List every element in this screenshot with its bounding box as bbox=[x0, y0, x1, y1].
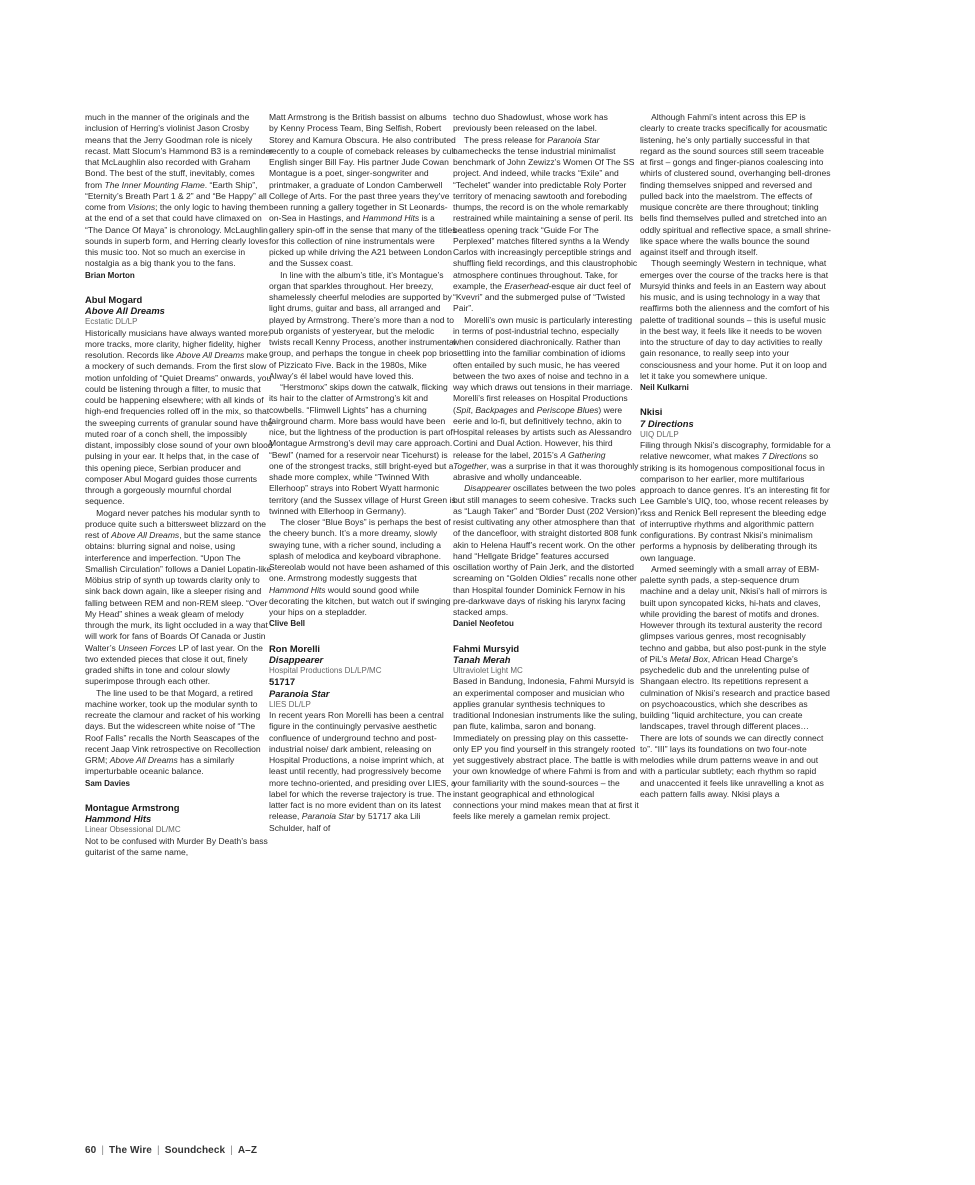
review-paragraph bbox=[640, 440, 832, 564]
label-format: LIES DL/LP bbox=[269, 699, 311, 709]
label-format: UIQ DL/LP bbox=[640, 429, 679, 439]
separator: | bbox=[156, 1145, 160, 1156]
text-run: The closer “Blue Boys” is perhaps the best of the cheery bunch. It’s a more dreamy, slowly swaying tune, with a richer sound, including a splash of melodica and keyboard vibraphone. Stereolab would not have been ashamed of this one. Armstrong modestly suggests that bbox=[269, 517, 451, 584]
review-paragraph bbox=[269, 382, 457, 517]
reviewer-name: Daniel Neofetou bbox=[453, 619, 514, 629]
italic-title-text: A Gathering Together bbox=[453, 449, 606, 471]
review-paragraph bbox=[269, 112, 457, 270]
italic-title-text: Hammond Hits bbox=[269, 584, 326, 595]
reviewer-name: Sam Davies bbox=[85, 778, 130, 788]
review-paragraph bbox=[269, 517, 457, 618]
release-title: Disappearer bbox=[269, 653, 324, 665]
page-footer bbox=[85, 1145, 257, 1156]
review-paragraph bbox=[269, 710, 457, 834]
review-paragraph bbox=[85, 688, 273, 778]
text-run: Matt Armstrong is the British bassist on albums by Kenny Process Team, Bing Selfish, Robert Storey and Kamura Obscura. He also contributed recently to a couple of comeback releases by cult English singer Bill Fay. His partner Jude Cowan Montague is a poet, singer-songwriter and printmaker, a graduate of London Camberwell College of Arts. For the past three years they’ve been running a gallery together in St Leonards-on-Sea in Hastings, and bbox=[269, 112, 456, 224]
review-paragraph bbox=[453, 315, 641, 484]
artist-name: 51717 bbox=[269, 676, 296, 688]
italic-title-text: Backpages bbox=[475, 404, 518, 415]
italic-title-text: Above All Dreams bbox=[111, 530, 180, 540]
reviewer-name: Clive Bell bbox=[269, 619, 306, 629]
separator: | bbox=[230, 1145, 233, 1156]
italic-title-text: Hammond Hits bbox=[362, 213, 420, 224]
italic-title-text: The Inner Mounting Flame bbox=[104, 179, 205, 190]
text-run: make a mockery of such demands. From the first slow motion unfolding of “Quiet Dreams” onwards, you could be listening through a filter, to music that could be happening elsewhere; with all kinds of high-end frequencies rolled off in the mix, so that the sweeping currents of granular sound have the muted roar of a conch shell, the impossibly distant, impossibly close sound of your own blood pulsing in your ear. It helps that, in the case of this opening piece, Serbian producer and composer Abul Mogard guides those currents through a gorgeously mournful chordal sequence. bbox=[85, 350, 273, 507]
review-paragraph bbox=[85, 112, 273, 270]
italic-title-text: Above All Dreams bbox=[176, 350, 245, 360]
text-run: by 51717 aka Lili Schulder, half of bbox=[269, 811, 421, 833]
text-run: Not to be confused with Murder By Death’s bass guitarist of the same name, bbox=[85, 835, 268, 857]
release-title: 7 Directions bbox=[640, 417, 694, 429]
text-run: much in the manner of the originals and the inclusion of Herring’s violinist Jason Crosby means that the Jerry Goodman role is nicely recast. Matt Slocum’s Hammond B3 is a reminder that McLaughlin also recorded with Graham Bond. The best of the stuff, inevitably, comes from bbox=[85, 112, 273, 190]
review-paragraph bbox=[453, 112, 641, 135]
review-paragraph bbox=[85, 328, 273, 508]
text-run: Though seemingly Western in technique, what emerges over the course of the tracks here is that Mursyid thinks and feels in an Eastern way about his music, and is using technology in a way that reaffirms both the alienness and the comfort of his palette of traditional sounds – this is useful music in the best way, it feels like it needs to be woven into the structure of day to day activities to really gain resonance, to really seep into your consciousness and your home. Put it on loop and let it take you somewhere unique. bbox=[640, 258, 830, 381]
page-number: 60 bbox=[85, 1145, 97, 1156]
text-run: Filing through Nkisi’s discography, formidable for a relative newcomer, what makes bbox=[640, 440, 831, 462]
italic-title-text: Metal Box bbox=[669, 653, 708, 664]
column-2 bbox=[269, 112, 457, 1097]
release-title: Tanah Merah bbox=[453, 653, 511, 665]
review-paragraph bbox=[85, 836, 273, 859]
text-run: so striking is its homogenous compositional focus in comparison to her earlier, more multifarious approach to dance genres. It’s an interesting fit for Lee Gamble’s UIQ, too, whose recent releases by rkss and Renick Bell represent the bleeding edge of interruptive rhythms and algorithmic pattern configurations. By contrast Nkisi’s minimalism performs a hypnosis by deliberating through its own language. bbox=[640, 451, 830, 563]
italic-title-text: 7 Directions bbox=[761, 451, 807, 462]
italic-title-text: Disappearer bbox=[464, 483, 511, 494]
separator: | bbox=[101, 1145, 105, 1156]
label-format: Ultraviolet Light MC bbox=[453, 666, 523, 675]
text-run: and bbox=[517, 404, 537, 415]
text-run: , African Head Charge’s psychedelic dub and the unrelenting pulse of Shangaan electro. Its repetitions represent a culmination of Nkisi’s research and practice based on psychoacoustics, which she describes as building “liquid architecture, you can create landscapes, travel through different places… There are lots of sounds we can directly connect to”. “III” lays its foundations on two four-note melodies while drum patterns weave in and out with a particular subtlety; each rhythm so rapid and unaccented it feels like unravelling a knot as each pattern falls away. Nkisi plays a bbox=[640, 653, 830, 799]
column-3 bbox=[453, 112, 641, 1097]
italic-title-text: Periscope Blues bbox=[536, 404, 599, 415]
italic-title-text: Unseen Forces bbox=[118, 642, 177, 653]
column-4 bbox=[640, 112, 832, 1097]
artist-name: Montague Armstrong bbox=[85, 801, 180, 813]
release-title: Above All Dreams bbox=[85, 305, 165, 316]
text-run: Although Fahmi’s intent across this EP is clearly to create tracks specifically for acousmatic listening, he’s only partially successful in that regard as the sound sources still seem traceable at first – gongs and finger-pianos coalescing into whirls of clustered sound, overhanging bell-drones finding themselves snipped and reversed and pulled back into the maelstrom. The effects of musique concrète are there throughout; tinkling bells find themselves pulled and stretched into an oddly spiritual and reflective space, a small shrine-like space where the walls bounce the sound against itself and through itself. bbox=[640, 112, 831, 257]
review-paragraph bbox=[269, 270, 457, 383]
text-run: The line used to be that Mogard, a retired machine worker, took up the modular synth to recreate the clamour and racket of his working days. But the widescreen white noise of “The Roof Falls” recalls the North Seascapes of the recent Jaap Vink retrospective on Recollection GRM; bbox=[85, 687, 261, 765]
review-paragraph bbox=[640, 112, 832, 258]
text-run: is a gallery spin-off in the sense that many of the titles for this collection of nine instrumentals were picked up while driving the A21 between London and the Sussex coast. bbox=[269, 213, 457, 269]
review-paragraph bbox=[453, 135, 641, 315]
text-run: -esque air duct feel of “Kvevri” and the submerged pulse of “Twisted Pair”. bbox=[453, 280, 631, 314]
text-run: ) were eerie and lo-fi, but definitively techno, akin to Hospital releases by artists such as Alessandro Cortini and Dual Action. However, his third release for the label, 2015’s bbox=[453, 404, 632, 460]
text-run: Historically musicians have always wanted more: more tracks, more clarity, higher fidelity, higher resolution. Records like bbox=[85, 327, 271, 360]
text-run: ; the only logic to having them at the end of a set that could have climaxed on “The Dance Of Maya” is chronology. McLaughlin sounds in superb form, and Herring clearly loves this music too. Not so much an exercise in nostalgia as a big thank you to the fans. bbox=[85, 202, 269, 269]
italic-title-text: Spit bbox=[455, 404, 471, 415]
label-format: Ecstatic DL/LP bbox=[85, 317, 138, 327]
italic-title-text: Paranoia Star bbox=[301, 811, 355, 822]
subsection-name: A–Z bbox=[237, 1145, 258, 1156]
artist-name: Fahmi Mursyid bbox=[453, 642, 520, 654]
text-run: would sound good while decorating the kitchen, but watch out if swinging your hips on a stepladder. bbox=[269, 584, 451, 617]
text-run: namechecks the tense industrial minimalist benchmark of John Zewizz’s Women Of The SS project. And indeed, while tracks “Exile” and “Techelet” wander into predictable Roly Porter territory of menacing sawtooth and foreboding thumps, the record is on the whole remarkably restrained while maintaining a sense of peril. Its beatless opening track “Guide For The Perplexed” matches filtered synths a la Wendy Carlos with increasingly perceptible strings and shuffling field recordings, and this claustrophobic atmosphere continues throughout. Take, for example, the bbox=[453, 145, 638, 291]
text-run: Based in Bandung, Indonesia, Fahmi Mursyid is an experimental composer and musician who applies granular synthesis techniques to traditional Indonesian instruments like the suling, pan flute, kalimba, saron and bonang. Immediately on pressing play on this cassette-only EP you find yourself in this strangely rooted yet suggestively abstract place. The battle is with your own knowledge of where Fahmi is from and your familiarity with the sound-sources – the instant geographical and ethnological connections your mind makes mean that at first it feels like merely a gamelan remix project. bbox=[453, 676, 639, 822]
text-run: techno duo Shadowlust, whose work has previously been released on the label. bbox=[453, 112, 608, 134]
text-run: In recent years Ron Morelli has been a central figure in the continuingly pervasive aesthetic confluence of underground techno and post-industrial noise/ dark ambient, releasing on Hospital Productions, a noise imprint which, at least until recently, had progressively become more techno-oriented, and presiding over LIES, a label for which the reverse trajectory is true. The latter fact is no more evident than on its latest release, bbox=[269, 710, 456, 822]
text-run: Armed seemingly with a small array of EBM-palette synth pads, a step-sequence drum machine and a delay unit, Nkisi’s hall of mirrors is built upon syncopated kicks, hi-hats and claves, while providing the barest of motifs and drones. However through its textural austerity the record glimpses various genres, most recognisably techno and gabba, but also post-punk in the style of PiL’s bbox=[640, 563, 828, 664]
label-format: Hospital Productions DL/LP/MC bbox=[269, 666, 382, 675]
text-run: Morelli’s own music is particularly interesting in terms of post-industrial techno, especially when considered diachronically. Rather than settling into the familiar combination of idioms often entailed by such music, he has veered between the two axes of noise and techno in a way which draws out tensions in their marriage. Morelli’s first releases on Hospital Productions ( bbox=[453, 314, 633, 415]
review-paragraph bbox=[640, 258, 832, 382]
magazine-name: The Wire bbox=[109, 1145, 152, 1156]
italic-title-text: Visions bbox=[127, 202, 156, 212]
review-paragraph bbox=[85, 508, 273, 688]
section-name: Soundcheck bbox=[164, 1145, 226, 1156]
review-paragraph bbox=[640, 564, 832, 800]
text-run: has a similarly imperturbable oceanic balance. bbox=[85, 755, 235, 777]
release-title: Hammond Hits bbox=[85, 813, 152, 824]
review-paragraph bbox=[453, 483, 641, 618]
italic-title-text: Eraserhead bbox=[504, 280, 549, 291]
text-run: , was a surprise in that it was thoroughly abrasive and wholly undanceable. bbox=[453, 460, 639, 482]
label-format: Linear Obsessional DL/MC bbox=[85, 825, 181, 835]
text-run: , bbox=[470, 404, 476, 415]
text-run: In line with the album’s title, it’s Montague’s organ that sparkles throughout. Her breezy, shamelessly cheerful melodies are supported by light drums, guitar and bass, all arranged and played by Armstrong. There’s more than a nod to pub organists of yesteryear, but the melodic twists recall Kenny Process, another instrumental group, and perhaps the tongue in cheek pop brio of Pizzicato Five. Back in the 1980s, Mike Alway’s él label would have loved this. bbox=[269, 269, 456, 381]
column-1 bbox=[85, 112, 273, 1097]
text-run: oscillates between the two poles but still manages to seem cohesive. Tracks such as “Laugh Taker” and “Border Dust (202 Version)” resist cultivating any other atmosphere than that of the dancefloor, with straight distorted 808 funk akin to Helena Hauff’s recent work. On the other hand “Hellgate Bridge” features accursed oscillation worthy of Pain Jerk, and the distorted screaming on “Golden Oldies” recalls none other than Hospital founder Dominick Fernow in his pre-darkwave days of risking his larynx facing stacked amps. bbox=[453, 483, 641, 617]
release-title: Paranoia Star bbox=[269, 687, 330, 699]
italic-title-text: Above All Dreams bbox=[109, 755, 178, 765]
text-run: LP of last year. On the two extended pieces that close it out, finely graded shifts in tone and colour slowly superimpose through each other. bbox=[85, 642, 263, 687]
text-run: . “Earth Ship”, “Eternity’s Breath Part 1 & 2” and “Be Happy” all come from bbox=[85, 179, 267, 212]
text-run: “Herstmonx” skips down the catwalk, flicking its hair to the clatter of Armstrong’s kit and cowbells. “Flimwell Lights” has a churning fairground charm. More bass would have been nice, but the lightness of the production is part of Montague Armstrong’s devil may care approach. “Bewl” (named for a reservoir near Ticehurst) is one of the strongest tracks, still bright-eyed but a shade more complex, while “Twinned With Ellerhoop” strays into Robert Wyatt harmonic territory (and the Sussex village of Hurst Green is twinned with Ellerhoop in Germany). bbox=[269, 382, 456, 516]
review-paragraph bbox=[453, 676, 641, 822]
reviewer-name: Neil Kulkarni bbox=[640, 383, 689, 392]
italic-title-text: Paranoia Star bbox=[547, 134, 600, 145]
text-run: , but the same stance obtains: blurring signal and noise, using interference and imperfection. “Upon The Smallish Circulation” follows a Daniel Lopatin-like Möbius strip of synth up towards clarity only to sink back down again, like a sleeper rising and falling between REM and non-REM sleep. “Over My Head” shines a weak gleam of melody through the murk, its light occluded in a way that will work for fans of Boards Of Canada or Justin Walter’s bbox=[85, 530, 272, 653]
text-run: Mogard never patches his modular synth to produce quite such a bittersweet blizzard on the rest of bbox=[85, 507, 267, 540]
artist-name: Ron Morelli bbox=[269, 642, 321, 654]
text-run: The press release for bbox=[464, 134, 548, 145]
artist-name: Abul Mogard bbox=[85, 293, 143, 305]
reviewer-name: Brian Morton bbox=[85, 270, 135, 280]
artist-name: Nkisi bbox=[640, 406, 663, 418]
